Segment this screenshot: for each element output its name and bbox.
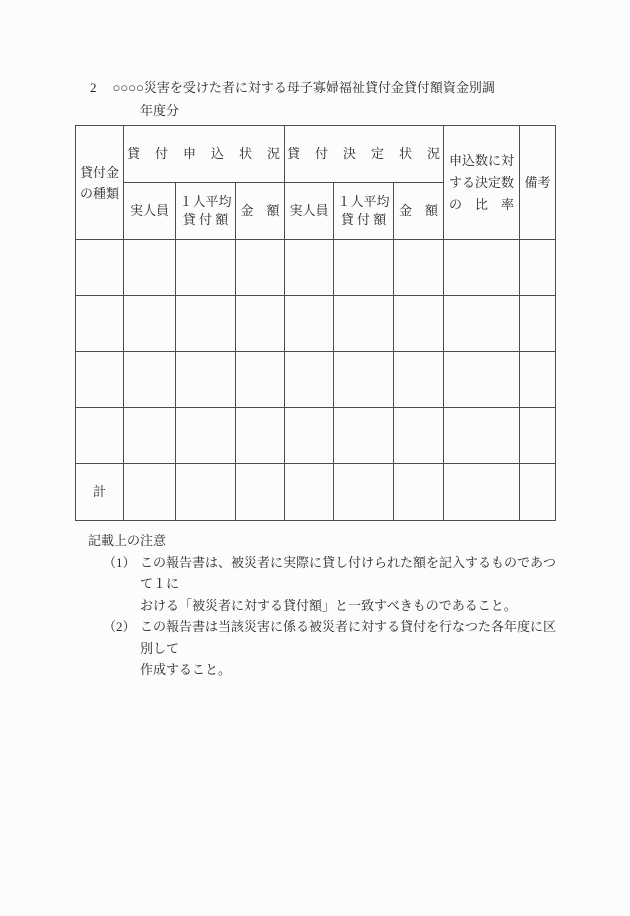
note-1-number: （1） [103, 554, 136, 570]
table-row [76, 296, 556, 352]
body-cell [334, 464, 394, 521]
header-app-average [176, 183, 236, 240]
body-cell [394, 240, 444, 296]
body-cell [76, 352, 124, 408]
body-cell [520, 352, 556, 408]
title-number: 2 [90, 80, 97, 95]
header-ratio-line1: 申込数に対 [448, 152, 514, 168]
header-ratio-line3: の 比 率 [448, 196, 514, 212]
body-cell [76, 296, 124, 352]
header-app-persons: 実人員 [124, 183, 176, 240]
body-cell [520, 408, 556, 464]
body-cell [285, 240, 334, 296]
body-cell [285, 464, 334, 521]
body-cell [124, 408, 176, 464]
note-2-text [140, 616, 558, 681]
body-cell [444, 408, 520, 464]
header-loan-type-line1: 貸付金 [79, 164, 119, 180]
total-label-cell: 計 [76, 464, 124, 521]
loan-report-table [75, 125, 556, 521]
table-row [76, 240, 556, 296]
body-cell [124, 240, 176, 296]
body-cell [236, 408, 285, 464]
body-cell [444, 296, 520, 352]
body-cell [520, 240, 556, 296]
header-decision-ratio [444, 126, 520, 240]
body-cell [176, 240, 236, 296]
table-row [76, 352, 556, 408]
note-2-line2: 作成すること。 [140, 662, 232, 677]
body-cell [176, 352, 236, 408]
note-item-2 [103, 616, 558, 681]
body-cell [124, 464, 176, 521]
body-cell [444, 464, 520, 521]
note-item-1 [103, 552, 558, 617]
note-2-number: （2） [103, 619, 136, 634]
body-cell [285, 352, 334, 408]
header-application-status: 貸 付 申 込 状 況 [124, 126, 285, 183]
header-loan-type [76, 126, 124, 240]
body-cell [444, 352, 520, 408]
header-dec-amount: 金 額 [394, 183, 444, 240]
header-loan-type-line2: の種類 [79, 185, 119, 201]
body-cell [334, 296, 394, 352]
body-cell [394, 408, 444, 464]
table-total-row [76, 464, 556, 521]
table-row [76, 408, 556, 464]
body-cell [334, 408, 394, 464]
document-title-line [90, 77, 495, 96]
body-cell [124, 352, 176, 408]
header-app-amount: 金 額 [236, 183, 285, 240]
header-app-average-line2: 貸 付 額 [182, 212, 229, 227]
body-cell [176, 296, 236, 352]
note-1-text [140, 552, 558, 617]
header-dec-average-line1: １人平均 [337, 194, 390, 209]
body-cell [285, 296, 334, 352]
notes-heading: 記載上の注意 [88, 533, 167, 548]
header-dec-average-line2: 貸 付 額 [340, 212, 387, 227]
note-2-line1: この報告書は当該災害に係る被災者に対する貸付を行なつた各年度に区別して [140, 619, 557, 656]
body-cell [176, 464, 236, 521]
body-cell [124, 296, 176, 352]
header-app-average-line1: １人平均 [179, 194, 232, 209]
header-row-groups [76, 126, 556, 183]
fiscal-year-label: 年度分 [140, 103, 180, 118]
body-cell [334, 352, 394, 408]
body-cell [285, 408, 334, 464]
body-cell [394, 296, 444, 352]
body-cell [236, 352, 285, 408]
body-cell [394, 352, 444, 408]
body-cell [334, 240, 394, 296]
header-dec-persons: 実人員 [285, 183, 334, 240]
note-1-line1: この報告書は、被災者に実際に貸し付けられた額を記入するものであつて１に [140, 554, 557, 591]
body-cell [444, 240, 520, 296]
body-cell [236, 464, 285, 521]
body-cell [236, 296, 285, 352]
note-1-line2: おける「被災者に対する貸付額」と一致すべきものであること。 [140, 597, 517, 613]
header-dec-average [334, 183, 394, 240]
body-cell [236, 240, 285, 296]
header-remarks: 備考 [520, 126, 556, 240]
body-cell [394, 464, 444, 521]
body-cell [520, 296, 556, 352]
header-ratio-line2: する決定数 [448, 174, 514, 190]
body-cell [520, 464, 556, 521]
body-cell [176, 408, 236, 464]
body-cell [76, 408, 124, 464]
page-title: ○○○○災害を受けた者に対する母子寡婦福祉貸付金貸付額資金別調 [112, 80, 495, 95]
header-decision-status: 貸 付 決 定 状 況 [285, 126, 444, 183]
body-cell [76, 240, 124, 296]
notes-section [88, 530, 558, 681]
